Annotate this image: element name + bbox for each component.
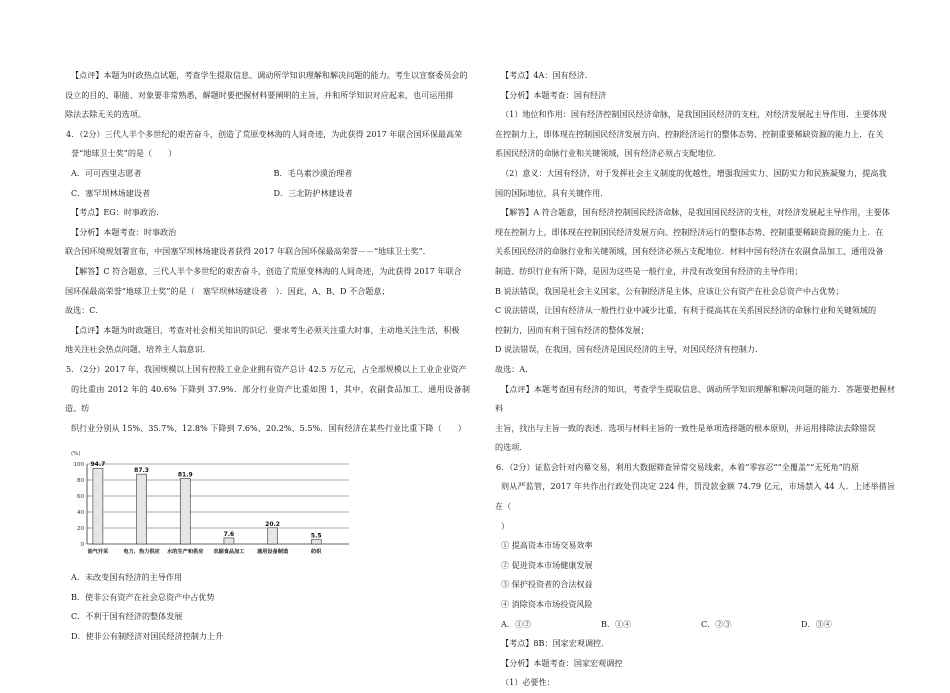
q4-kaodian: 【考点】EG：时事政治．: [71, 207, 165, 218]
q4-stem: 4．（2分）三代人半个多世纪的艰苦奋斗，创造了荒原变林海的人间奇迹，为此获得 2017 年联合国环保最高荣: [66, 128, 463, 139]
q5-dianping: 【点评】本题考查国有经济的知识，考查学生提取信息、调动所学知识理解和解决问题的能力．答题要把握材料: [495, 383, 895, 414]
bar-chart-svg: [65, 446, 365, 568]
q6-option-b[interactable]: B．①④: [601, 618, 632, 629]
q5-stem: 织行业分别从 15%、35.7%、12.8% 下降到 7.6%、20.2%、5.5%．国有经济在某些行业比重下降（ ）: [71, 422, 466, 433]
q5-stem: 的比重由 2012 年的 40.6% 下降到 37.9%．部分行业资产比重如图 1，其中，农副食品加工、通用设备制造、纺: [65, 383, 470, 414]
q4-option-b[interactable]: B．毛乌素沙漠治理者: [273, 167, 353, 178]
q5-analysis: （2）意义：大国有经济，对于发挥社会主义制度的优越性，增强我国实力、国防实力和民族凝聚力，提高我: [501, 167, 887, 178]
q5-analysis: 在控制力上，即体现在控制国民经济发展方向、控制经济运行的整体态势、控制重要稀缺资源的能力上．在关: [495, 128, 884, 139]
bar-4: [268, 528, 278, 544]
bar-0: [93, 469, 103, 545]
bar-1: [137, 474, 147, 544]
x-category-label: 通用设备制造: [257, 549, 289, 556]
q6-kaodian: 【考点】8B：国家宏观调控．: [501, 638, 610, 649]
q4-dianping: 地关注社会热点问题，培养主人翁意识．: [65, 344, 211, 355]
q6-stem: ）: [501, 520, 510, 531]
bar-5: [311, 540, 321, 544]
q6-item: ① 提高资本市场交易效率: [501, 540, 593, 551]
q5-fenxi: 【分析】本题考查：国有经济: [501, 89, 607, 100]
bar-value-label: 20.2: [265, 521, 280, 529]
x-category-label: 油气开采: [87, 549, 109, 556]
q4-option-c[interactable]: C．塞罕坝林场建设者: [71, 187, 151, 198]
q6-option-c[interactable]: C．②③: [701, 618, 732, 629]
bar-value-label: 94.7: [90, 461, 106, 469]
prev-comment-line: 设立的目的、职能、对象要非常熟悉，解题时要把握材料要阐明的主旨，并和所学知识对应起来，也可运用排: [65, 89, 454, 100]
q5-jieda-b: B 说法错误，我国是社会主义国家，公有制经济是主体，应该让公有资产在社会总资产中占优势；: [495, 285, 844, 296]
q5-jieda: 【解答】A 符合题意，国有经济控制国民经济命脉，是我国国民经济的支柱，对经济发展起主导作用，主要体: [501, 207, 890, 218]
q5-kaodian: 【考点】4A：国有经济．: [501, 70, 593, 80]
q5-jieda: 现在控制力上，即体现在控制国民经济发展方向、控制经济运行的整体态势、控制重要稀缺资源的能力上．在: [495, 226, 884, 237]
q6-fenxi: 【分析】本题考查：国家宏观调控: [501, 657, 623, 668]
q5-jieda-c: 控制力，因而有利于国有经济的整体发展；: [495, 324, 649, 335]
q5-option-b[interactable]: B．使非公有资产在社会总资产中占优势: [71, 591, 215, 602]
q4-stem: 誉“地球卫士奖”的是（ ）: [71, 148, 177, 159]
q6-options-row: [495, 615, 895, 635]
y-tick-label: 80: [77, 478, 84, 485]
bar-value-label: 87.3: [134, 467, 149, 475]
prev-comment-line: 【点评】本题为时政热点试题，考查学生提取信息、调动所学知识理解和解决问题的能力。考生以宣察委员会的: [71, 70, 468, 80]
industry-share-chart: [65, 446, 470, 568]
y-tick-label: 40: [77, 510, 84, 517]
x-category-label: 水的生产和供应: [167, 549, 204, 556]
q5-option-d[interactable]: D．使非公有制经济对国民经济控制力上升: [71, 631, 224, 642]
q4-options-row: [65, 184, 470, 204]
right-column: [495, 66, 895, 693]
q4-material: 联合国环境规划署宣布，中国塞罕坝林场建设者获得 2017 年联合国环保最高荣誉－－“地球卫士奖”．: [65, 246, 431, 257]
q6-option-a[interactable]: A．①②: [501, 618, 532, 629]
q5-stem: 5．（2分）2017 年，我国规模以上国有控股工业企业拥有资产总计 42.5 万亿元，占全部规模以上工业企业资产: [66, 363, 467, 374]
x-category-label: 农副食品加工: [213, 549, 245, 556]
q5-dianping: 主旨，找出与主旨一致的表述．选项与材料主旨的一致性是单项选择题的根本原则，并运用排除法去除错误: [495, 422, 876, 433]
q4-jieda: 【解答】C 符合题意，三代人半个多世纪的艰苦奋斗，创造了荒原变林海的人间奇迹，为此获得 2017 年联合: [71, 265, 462, 276]
q4-jieda: 国环保最高荣誉“地球卫士奖”的是（ 塞罕坝林场建设者 ）．因此，A、B、D 不合题意；: [65, 285, 390, 296]
q4-option-a[interactable]: A．可可西里志愿者: [71, 167, 142, 178]
q5-jieda: 关系国民经济的命脉行业和关键领域，国有经济必须占支配地位．材料中国有经济在农副食品加工、通用设备: [495, 246, 884, 257]
q5-answer: 故选：A．: [495, 363, 534, 374]
q6-item: ③ 保护投资者的合法权益: [501, 579, 593, 590]
q6-necessity: （1）必要性：: [501, 677, 555, 688]
q4-dianping: 【点评】本题为时政题目，考查对社会相关知识的识记．要求考生必须关注重大时事，主动地关注生活，积极: [71, 324, 460, 335]
q5-analysis: 系国民经济的命脉行业和关键领域，国有经济必须占支配地位．: [495, 148, 722, 159]
q4-answer: 故选：C．: [65, 305, 104, 316]
q5-jieda: 制造、纺织行业有所下降，是因为这些是一般行业，并没有改变国有经济的主导作用；: [495, 265, 803, 276]
bar-value-label: 5.5: [310, 532, 322, 540]
y-tick-label: 0: [80, 542, 84, 549]
y-tick-label: 100: [73, 462, 84, 469]
q4-fenxi: 【分析】本题考查：时事政治: [71, 226, 177, 237]
q5-dianping: 的选项．: [495, 442, 528, 453]
q6-item: ④ 消除资本市场投资风险: [501, 599, 593, 610]
q6-item: ② 促进资本市场健康发展: [501, 559, 593, 570]
x-category-label: 电力、热力供应: [123, 549, 160, 556]
q4-options-row: [65, 164, 470, 184]
q5-jieda-d: D 说法错误，在我国，国有经济是国民经济的主导，对国民经济有控制力．: [495, 344, 764, 355]
y-axis-label: (%): [71, 451, 81, 458]
y-tick-label: 60: [77, 494, 84, 501]
q4-option-d[interactable]: D．三北防护林建设者: [273, 187, 353, 198]
q6-option-d[interactable]: D．③④: [801, 618, 832, 629]
bar-3: [224, 538, 234, 544]
bar-value-label: 81.9: [177, 471, 193, 479]
q5-analysis: 国的国际地位，具有关键作用．: [495, 187, 609, 198]
q6-stem: 则从严监管，2017 年共作出行政处罚决定 224 件，罚没款金额 74.79 亿元，市场禁入 44 人．上述举措旨在（: [495, 481, 895, 512]
y-tick-label: 20: [77, 526, 84, 533]
q5-option-a[interactable]: A．未改变国有经济的主导作用: [71, 572, 183, 583]
q5-jieda-c: C 说法错误，让国有经济从一般性行业中减少比重，有利于提高其在关系国民经济的命脉行业和关键领域的: [495, 305, 877, 316]
bar-2: [180, 479, 190, 545]
prev-comment-line: 除法去除无关的选项。: [65, 109, 146, 120]
left-column: [65, 66, 470, 647]
x-category-label: 纺织: [311, 549, 322, 556]
q5-option-c[interactable]: C．不利于国有经济的整体发展: [71, 611, 183, 622]
q5-analysis: （1）地位和作用：国有经济控制国民经济命脉，是我国国民经济的支柱，对经济发展起主导作用．主要体现: [501, 109, 887, 120]
bar-value-label: 7.6: [223, 531, 235, 539]
q6-stem: 6．（2分）证监会针对内幕交易，利用大数据筛查异常交易线索，本着“零容忍”“全覆盖”“无死角”的原: [496, 461, 859, 472]
